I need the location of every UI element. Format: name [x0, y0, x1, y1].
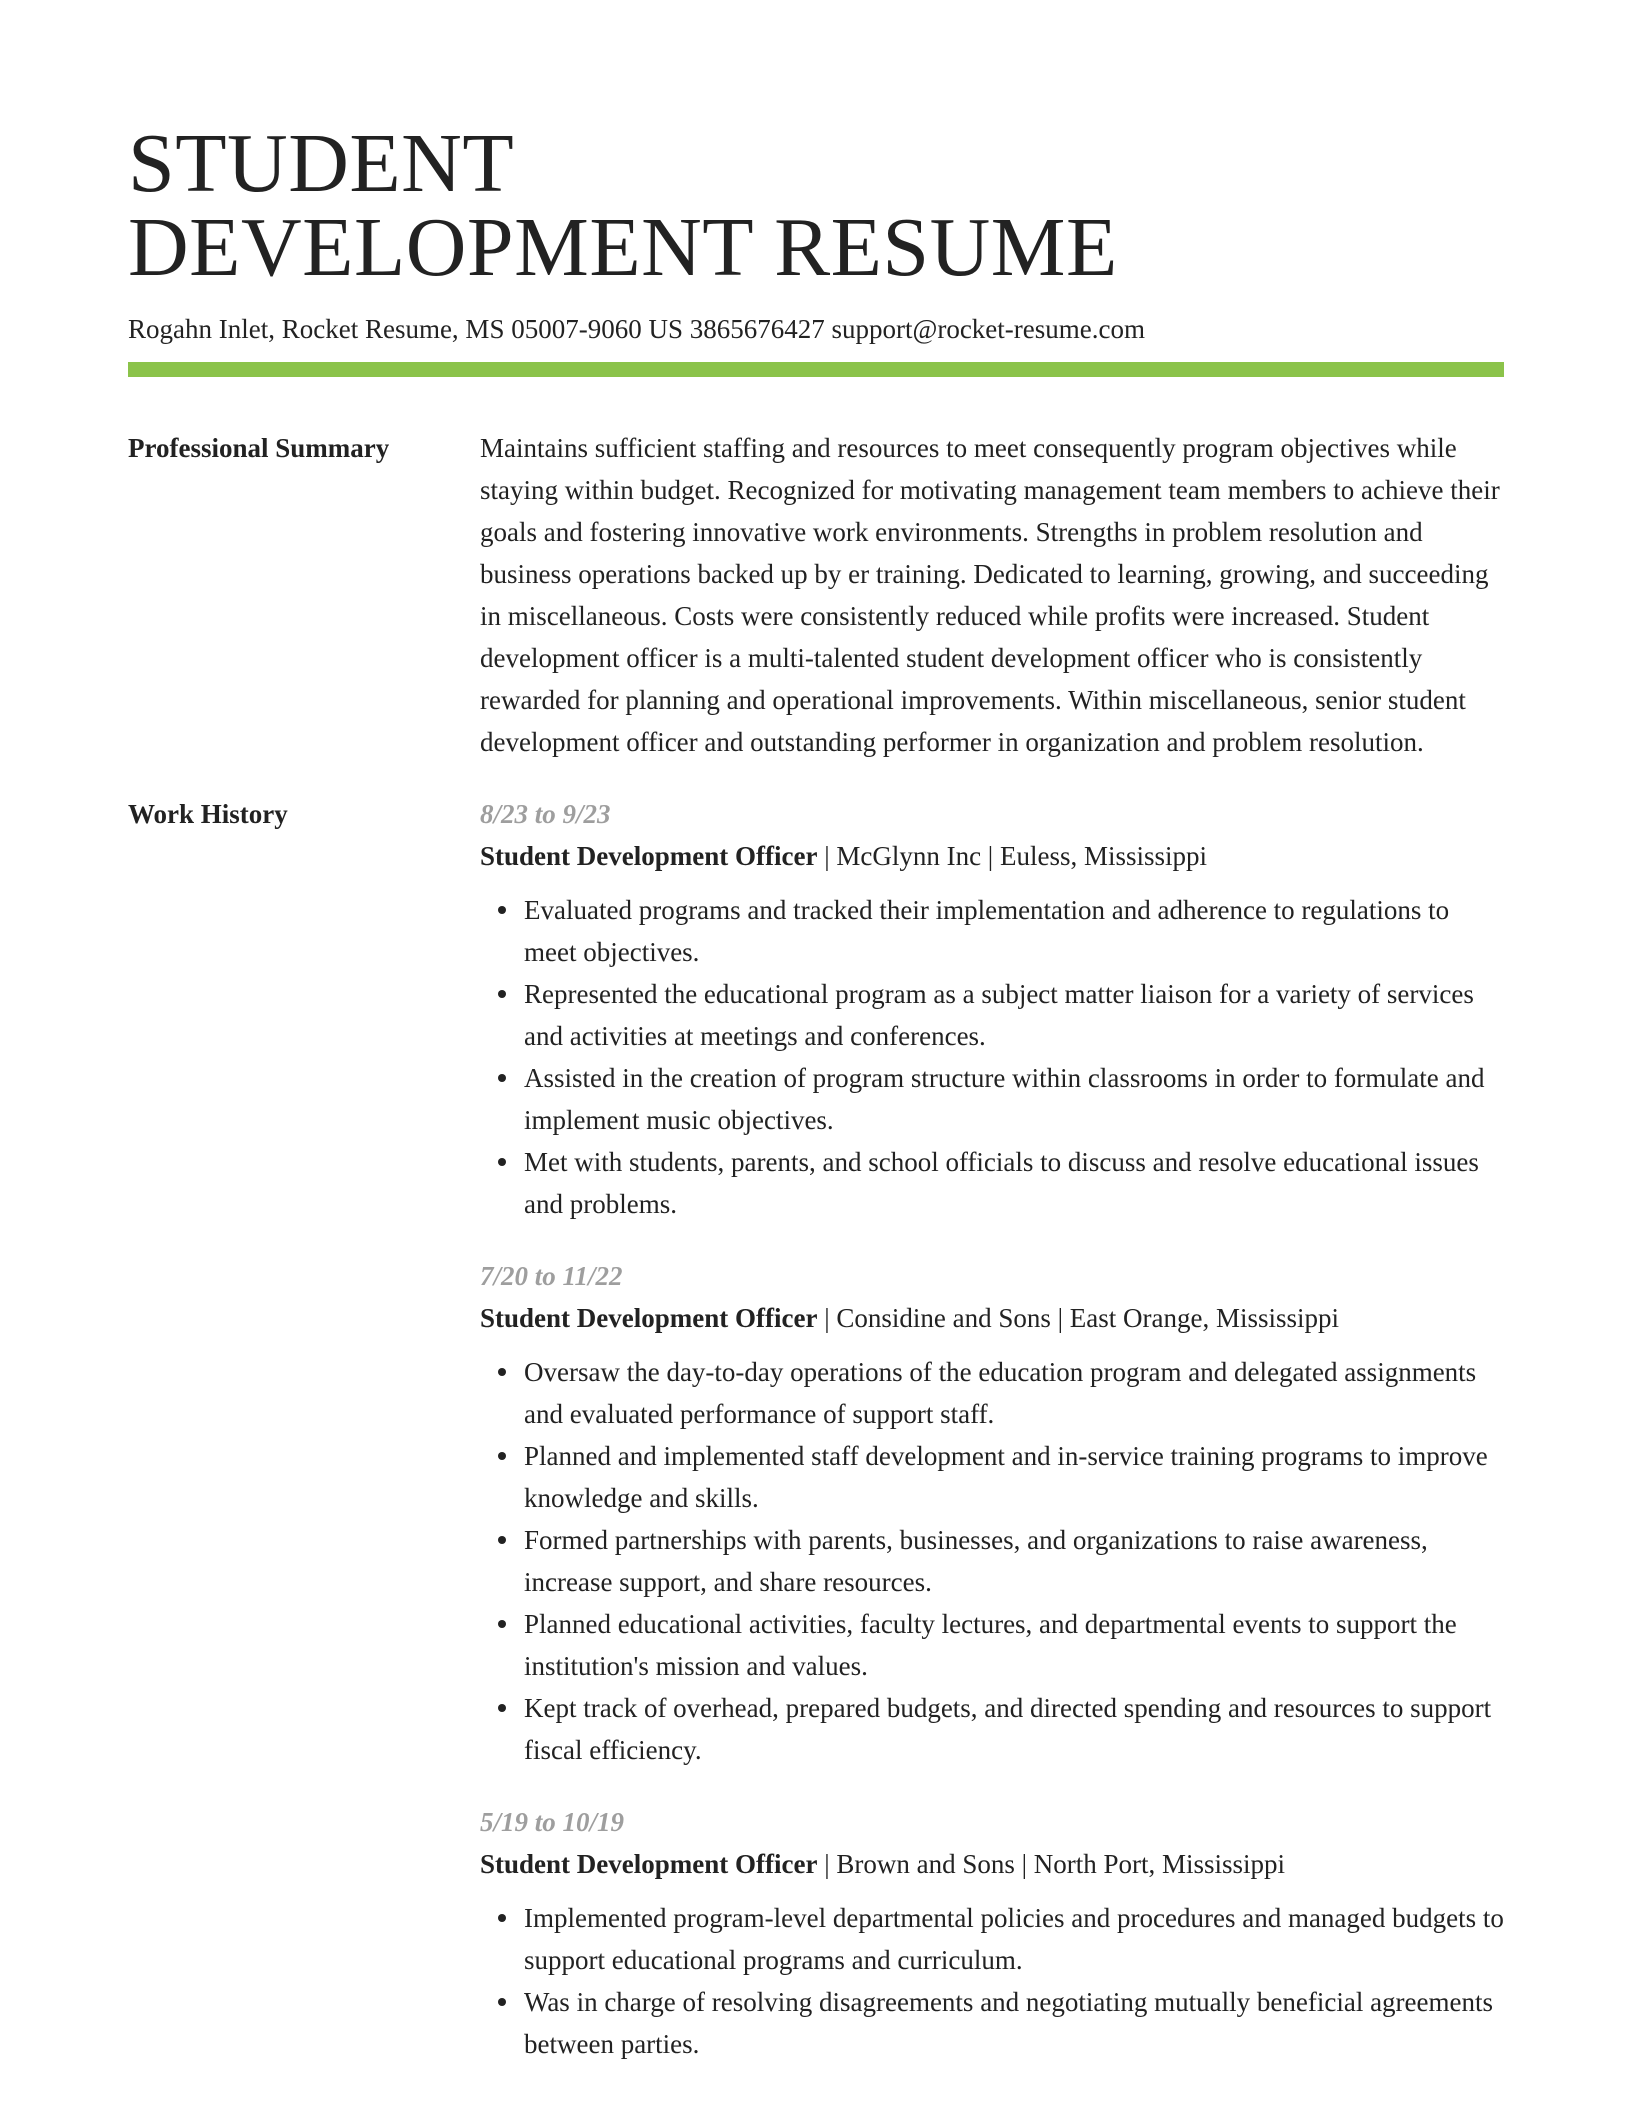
job-heading	[480, 1843, 1504, 1885]
job-title: Student Development Officer	[480, 1849, 818, 1879]
job-bullet: Oversaw the day-to-day operations of the education program and delegated assignments and evaluated performance of support staff.	[524, 1351, 1504, 1435]
job-title: Student Development Officer	[480, 841, 818, 871]
job-bullet: Formed partnerships with parents, businesses, and organizations to raise awareness, increase support, and share resources.	[524, 1519, 1504, 1603]
accent-divider	[128, 362, 1504, 377]
job-details: | Brown and Sons | North Port, Mississippi	[817, 1849, 1286, 1879]
resume-title-line1: STUDENT	[128, 117, 515, 210]
job-bullet: Planned and implemented staff development and in-service training programs to improve knowledge and skills.	[524, 1435, 1504, 1519]
job-bullet: Planned educational activities, faculty lectures, and departmental events to support the institution's mission and values.	[524, 1603, 1504, 1687]
job-bullet: Evaluated programs and tracked their implementation and adherence to regulations to meet objectives.	[524, 889, 1504, 973]
job-dates: 8/23 to 9/23	[480, 799, 611, 829]
resume-title	[128, 0, 1504, 294]
job-title: Student Development Officer	[480, 1303, 818, 1333]
job-bullet: Represented the educational program as a subject matter liaison for a variety of services and activities at meetings and conferences.	[524, 973, 1504, 1057]
job-entry	[480, 793, 1504, 1225]
professional-summary-section	[128, 427, 1504, 763]
summary-body	[480, 427, 1504, 763]
work-history-body	[480, 793, 1504, 2095]
job-heading	[480, 1297, 1504, 1339]
job-dates: 5/19 to 10/19	[480, 1807, 625, 1837]
job-heading	[480, 835, 1504, 877]
job-bullet: Assisted in the creation of program structure within classrooms in order to formulate and implement music objectives.	[524, 1057, 1504, 1141]
section-label-summary: Professional Summary	[128, 433, 390, 463]
job-entry	[480, 1255, 1504, 1771]
job-entry	[480, 1801, 1504, 2065]
work-history-section	[128, 793, 1504, 2095]
job-bullet: Implemented program-level departmental policies and procedures and managed budgets to support educational programs and curriculum.	[524, 1897, 1504, 1981]
job-bullet: Kept track of overhead, prepared budgets, and directed spending and resources to support fiscal efficiency.	[524, 1687, 1504, 1771]
section-label-work-history: Work History	[128, 799, 288, 829]
job-dates: 7/20 to 11/22	[480, 1261, 623, 1291]
job-details: | Considine and Sons | East Orange, Mississippi	[817, 1303, 1339, 1333]
job-bullet-list	[480, 1897, 1504, 2065]
resume-title-line2: DEVELOPMENT RESUME	[128, 201, 1118, 294]
contact-line: Rogahn Inlet, Rocket Resume, MS 05007-9060 US 3865676427 support@rocket-resume.com	[128, 314, 1145, 344]
job-bullet: Was in charge of resolving disagreements and negotiating mutually beneficial agreements between parties.	[524, 1981, 1504, 2065]
summary-text: Maintains sufficient staffing and resources to meet consequently program objectives while staying within budget. Recognized for motivating management team members to achieve their goals and fostering innovative work environments. Strengths in problem resolution and business operations backed up by er training. Dedicated to learning, growing, and succeeding in miscellaneous. Costs were consistently reduced while profits were increased. Student development officer is a multi-talented student development officer who is consistently rewarded for planning and operational improvements. Within miscellaneous, senior student development officer and outstanding performer in organization and problem resolution.	[480, 433, 1500, 757]
job-bullet: Met with students, parents, and school officials to discuss and resolve educational issues and problems.	[524, 1141, 1504, 1225]
resume-page	[128, 0, 1504, 2095]
job-details: | McGlynn Inc | Euless, Mississippi	[817, 841, 1207, 871]
job-bullet-list	[480, 1351, 1504, 1771]
job-bullet-list	[480, 889, 1504, 1225]
